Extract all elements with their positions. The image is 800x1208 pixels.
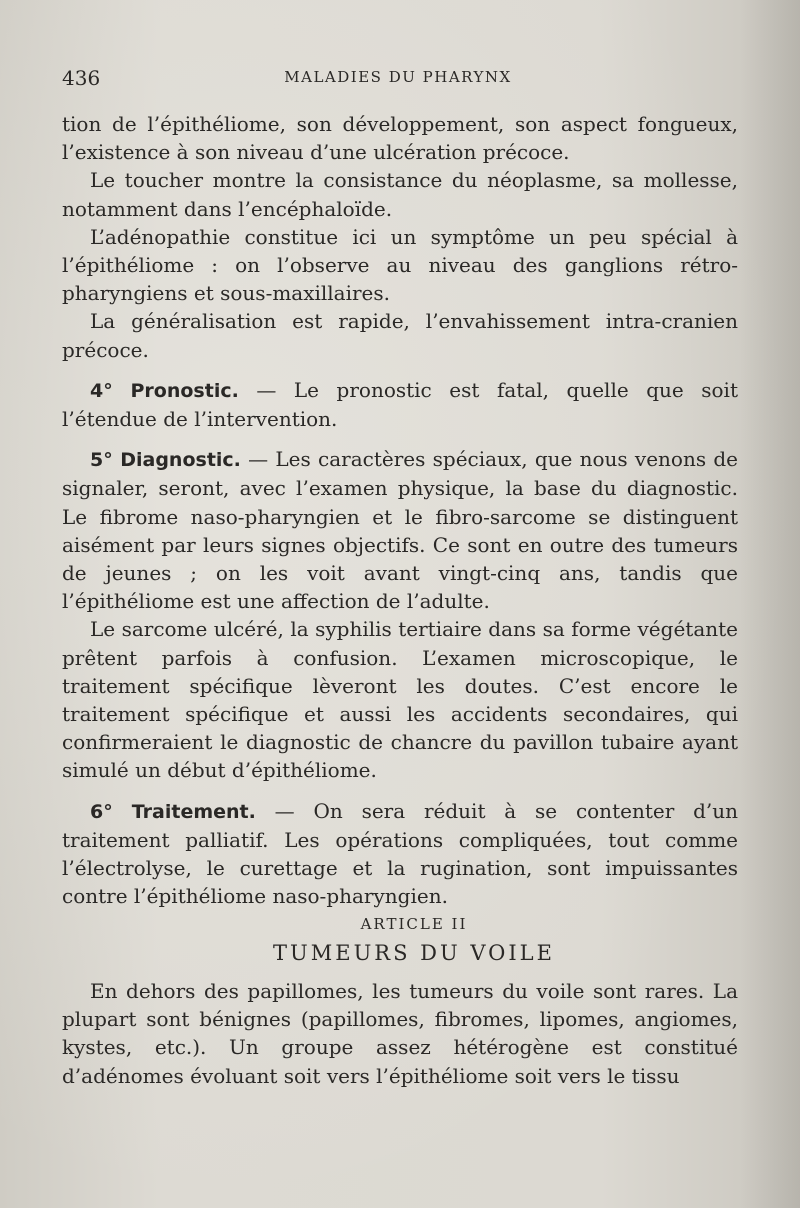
- paragraph: tion de l’épithéliome, son développement, son aspect fongueux, l’existence à son niveau d’une ulcération précoce.: [62, 112, 738, 165]
- page-header: [62, 66, 734, 94]
- section-heading: 5° Diagnostic.: [90, 449, 241, 472]
- paragraph: Le toucher montre la consistance du néoplasme, sa mollesse, notamment dans l’encéphaloïde.: [62, 168, 738, 221]
- paragraph: La généralisation est rapide, l’envahissement intra-cranien précoce.: [62, 309, 738, 362]
- section-traitement: [62, 797, 738, 911]
- section-heading: 6° Traitement.: [90, 800, 256, 823]
- paragraph: Le sarcome ulcéré, la syphilis tertiaire dans sa forme végétante prêtent parfois à confusion. L’examen microscopique, le traitement spécifique lèveront les doutes. C’est encore le traitement spécifique et aussi les accidents secondaires, qui confirmeraient le diagnostic de chancre du pavillon tubaire ayant simulé un début d’épithéliome.: [62, 617, 738, 783]
- article-title: TUMEURS DU VOILE: [273, 940, 555, 965]
- paragraph: L’adénopathie constitue ici un symptôme un peu spécial à l’épithéliome : on l’observe au niveau des ganglions rétro-pharyngiens et sous-maxillaires.: [62, 224, 738, 306]
- section-text: — On sera réduit à se contenter d’un traitement palliatif. Les opérations compliquées, tout comme l’électrolyse, le curettage et la rugination, sont impuissantes contre l’épithéliome naso-pharyngien.: [62, 798, 738, 909]
- section-pronostic: [62, 376, 738, 433]
- page-number: 436: [62, 66, 101, 90]
- section-heading: 4° Pronostic.: [90, 379, 239, 402]
- section-text: — Les caractères spéciaux, que nous venons de signaler, seront, avec l’examen physique, la base du diagnostic. Le fibrome naso-pharyngien et le fibro-sarcome se distinguent aisément par leurs signes objectifs. Ce sont en outre des tumeurs de jeunes ; on les voit avant vingt-cinq ans, tandis que l’épithéliome est une affection de l’adulte.: [62, 447, 738, 614]
- section-diagnostic: [62, 445, 738, 615]
- body-text: [62, 110, 738, 1090]
- paragraph: En dehors des papillomes, les tumeurs du voile sont rares. La plupart sont bénignes (papillomes, fibromes, lipomes, angiomes, kystes, etc.). Un groupe assez hétérogène est constitué d’adénomes évoluant soit vers l’épithéliome soit vers le tissu: [62, 978, 738, 1088]
- section-text: — Le pronostic est fatal, quelle que soit l’étendue de l’intervention.: [62, 377, 738, 432]
- article-label: ARTICLE II: [360, 915, 468, 934]
- running-title: MALADIES DU PHARYNX: [284, 68, 512, 86]
